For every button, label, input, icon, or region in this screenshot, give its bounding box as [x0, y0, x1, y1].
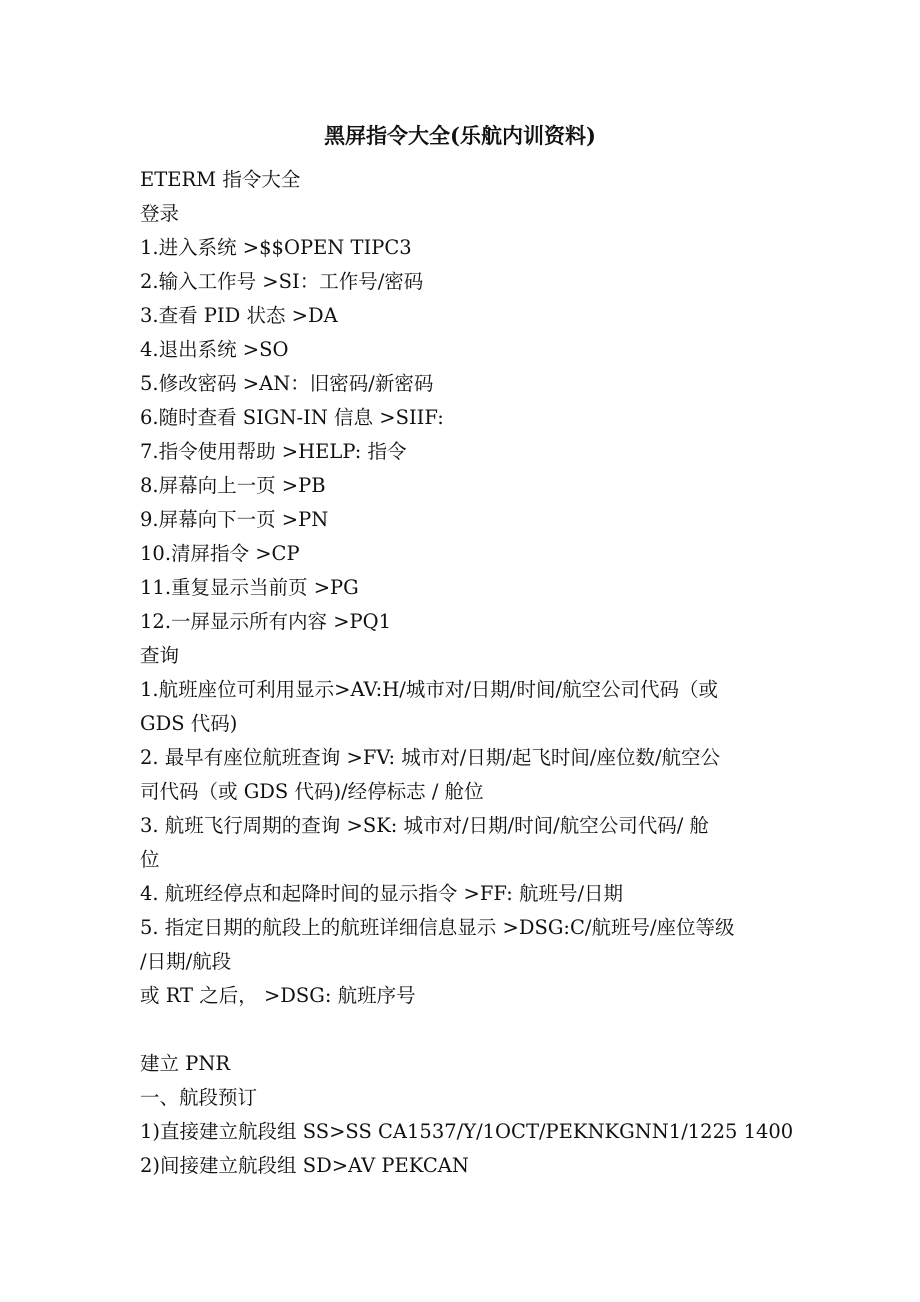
text-line: 4. 航班经停点和起降时间的显示指令 >FF: 航班号/日期: [140, 882, 624, 905]
text-line: 10.清屏指令 >CP: [140, 542, 300, 565]
text-line: 11.重复显示当前页 >PG: [140, 576, 359, 599]
text-line: 司代码（或 GDS 代码)/经停标志 / 舱位: [140, 780, 484, 803]
text-line: 6.随时查看 SIGN-IN 信息 >SIIF:: [140, 406, 444, 429]
text-line: 2)间接建立航段组 SD>AV PEKCAN: [140, 1154, 469, 1177]
document-title: 黑屏指令大全(乐航内训资料): [324, 123, 596, 148]
text-line: 5. 指定日期的航段上的航班详细信息显示 >DSG:C/航班号/座位等级: [140, 916, 735, 939]
text-line: 5.修改密码 >AN：旧密码/新密码: [140, 372, 434, 395]
text-line: /日期/航段: [140, 950, 232, 973]
text-line: 3. 航班飞行周期的查询 >SK: 城市对/日期/时间/航空公司代码/ 舱: [140, 814, 710, 837]
text-line: 一、航段预订: [140, 1086, 258, 1109]
text-line: ETERM 指令大全: [140, 168, 301, 191]
text-line: 7.指令使用帮助 >HELP: 指令: [140, 440, 407, 463]
text-line: 位: [140, 848, 160, 871]
section-heading-login: 登录: [140, 202, 180, 225]
text-line: 1.进入系统 >$$OPEN TIPC3: [140, 236, 412, 259]
blank-line: [140, 1013, 800, 1047]
document-body: [140, 163, 800, 1183]
text-line: 1.航班座位可利用显示>AV:H/城市对/日期/时间/航空公司代码（或: [140, 678, 719, 701]
text-line: 12.一屏显示所有内容 >PQ1: [140, 610, 392, 633]
text-line: 或 RT 之后， >DSG: 航班序号: [140, 984, 416, 1007]
text-line: 9.屏幕向下一页 >PN: [140, 508, 329, 531]
text-line: 3.查看 PID 状态 >DA: [140, 304, 338, 327]
text-line: 2. 最早有座位航班查询 >FV: 城市对/日期/起飞时间/座位数/航空公: [140, 746, 721, 769]
section-heading-build-pnr: 建立 PNR: [140, 1052, 231, 1075]
section-heading-query: 查询: [140, 644, 180, 667]
text-line: 4.退出系统 >SO: [140, 338, 289, 361]
text-line: 8.屏幕向上一页 >PB: [140, 474, 326, 497]
text-line: 2.输入工作号 >SI：工作号/密码: [140, 270, 424, 293]
text-line: 1)直接建立航段组 SS>SS CA1537/Y/1OCT/PEKNKGNN1/1225 1400: [140, 1120, 794, 1143]
text-line: GDS 代码): [140, 712, 238, 735]
